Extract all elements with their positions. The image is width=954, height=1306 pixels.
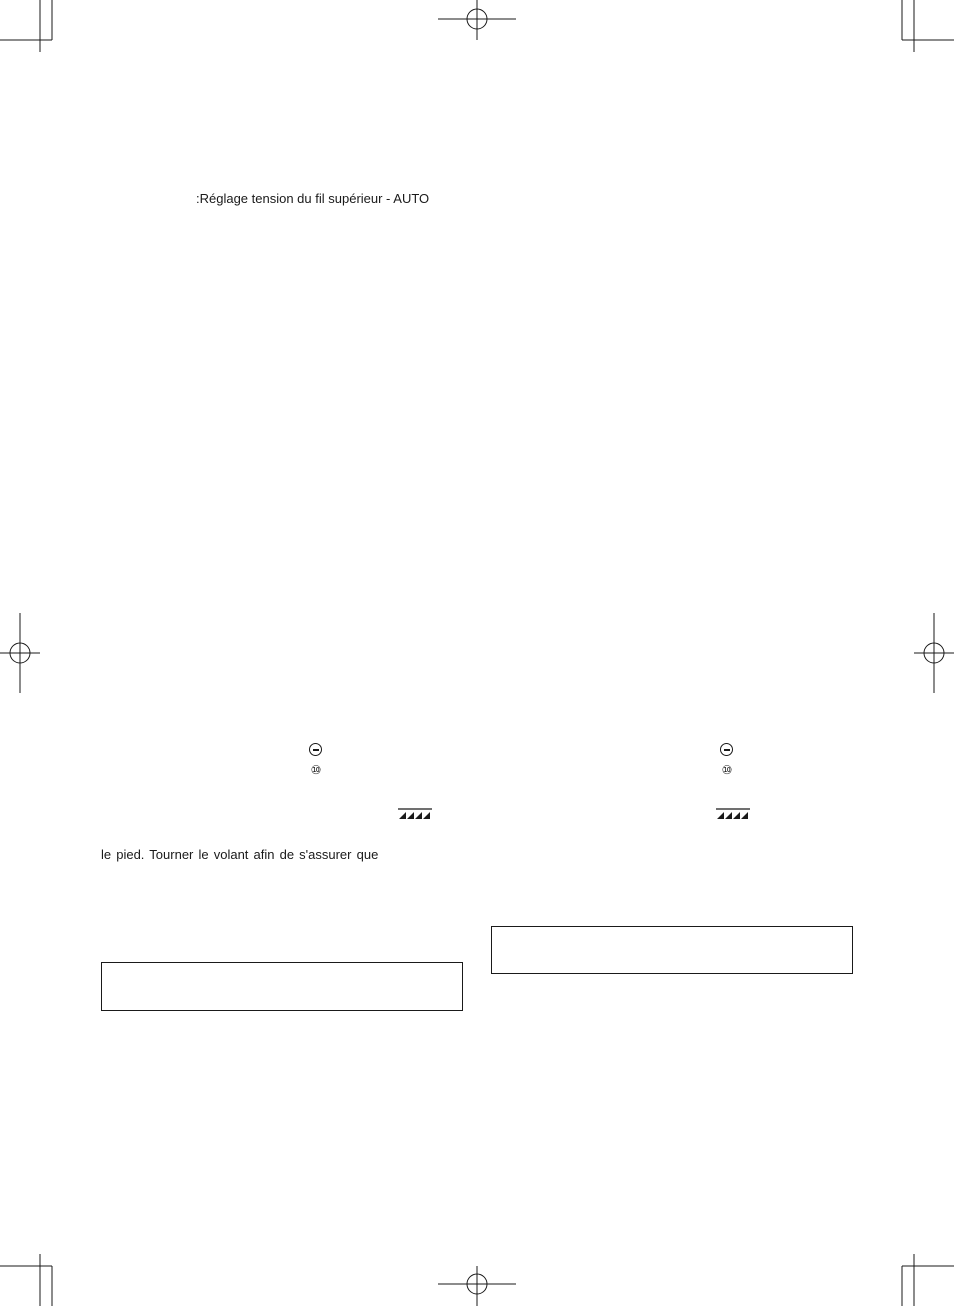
instruction-text: le pied. Tourner le volant afin de s'assurer que bbox=[101, 847, 379, 862]
tension-setting-label: :Réglage tension du fil supérieur - AUTO bbox=[196, 191, 430, 206]
minus-circle-icon bbox=[309, 743, 322, 756]
feed-dog-icon bbox=[716, 808, 750, 820]
circled-number-10: ⑩ bbox=[721, 763, 733, 777]
minus-circle-icon bbox=[720, 743, 733, 756]
circled-number-10: ⑩ bbox=[310, 763, 322, 777]
right-note-box bbox=[491, 926, 853, 974]
feed-dog-icon bbox=[398, 808, 432, 820]
left-note-box bbox=[101, 962, 463, 1011]
